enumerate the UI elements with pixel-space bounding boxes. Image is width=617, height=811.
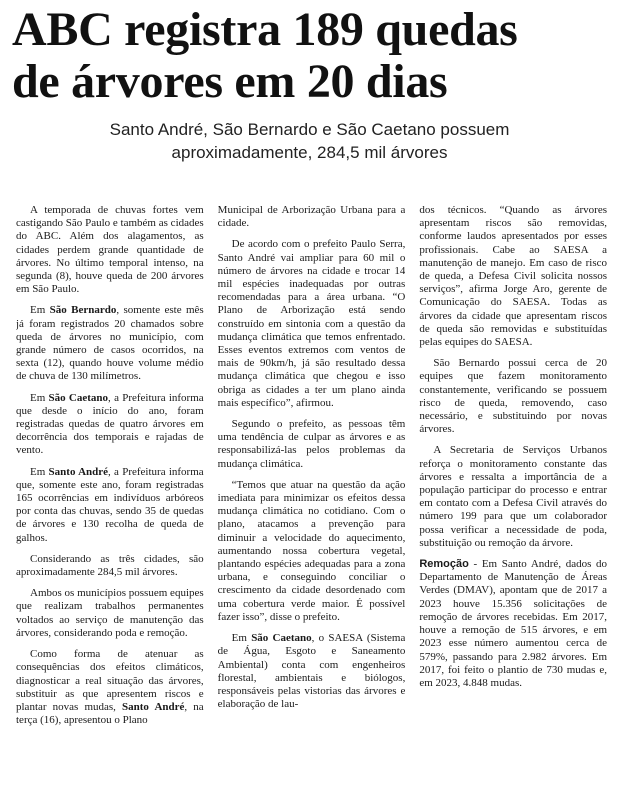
- paragraph: dos técnicos. “Quando as árvores apresentam riscos são removidas, conforme laudos apresentados por esses profissionais. Cabe ao SAESA a manutenção de manejo. Em caso de risco de queda, a Defesa Civil solicita nossos serviços”, afirma Jorge Aro, gerente de Comunicação do SAESA. Todas as árvores da cidade que apresentam riscos de queda são removidas e substituídas pelas equipes do SAESA.: [419, 204, 608, 349]
- paragraph: A Secretaria de Serviços Urbanos reforça o monitoramento constante das árvores e ressalta a importância de a população participar do processo e entrar em contato com a Defesa Civil através do número 199 para que um colaborador possa verificar a necessidade de poda, substituição ou remoção da árvore.: [419, 444, 608, 549]
- paragraph: Em São Caetano, o SAESA (Sistema de Água, Esgoto e Saneamento Ambiental) conta com engenheiros florestal, ambientais e biólogos, responsáveis pelas vistorias das árvores e elaboração de lau-: [217, 632, 406, 711]
- paragraph: A temporada de chuvas fortes vem castigando São Paulo e também as cidades do ABC. Além dos alagamentos, as cidades perdem grande quantidade de árvores. No último temporal intenso, na segunda (8), houve queda de 200 árvores em São Paulo.: [16, 204, 204, 296]
- column-3: [419, 204, 607, 811]
- article-columns: [16, 204, 607, 811]
- paragraph: Como forma de atenuar as consequências dos efeitos climáticos, diagnosticar a real situação das árvores, substituir as que apresentem riscos e plantar novas mudas, Santo André, na terça (16), apresentou o Plano: [16, 648, 204, 727]
- paragraph: Em Santo André, a Prefeitura informa que, somente este ano, foram registradas 165 ocorrências em indivíduos arbóreos por conta das chuvas, sendo 35 de quedas de árvores e 130 recolha de queda de galhos.: [16, 465, 204, 544]
- paragraph: “Temos que atuar na questão da ação imediata para minimizar os efeitos dessa mudança climática no cotidiano. Com o plano, atacamos a prevenção para diminuir a velocidade do aquecimento, aumentando nossa cobertura vegetal, plantando espécies adequadas para a zona urbana, e conseguindo conciliar o crescimento da cidade desordenado com uma cobertura verde maior. É possível fazer isso”, disse o prefeito.: [217, 478, 406, 623]
- column-1: [16, 204, 204, 811]
- column-2: [218, 204, 406, 811]
- paragraph: Considerando as três cidades, são aproximadamente 284,5 mil árvores.: [16, 552, 204, 579]
- paragraph: Municipal de Arborização Urbana para a cidade.: [217, 204, 406, 230]
- paragraph: Remoção - Em Santo André, dados do Departamento de Manutenção de Áreas Verdes (DMAV), apontam que de 2017 a 2023 houve 15.356 solicitações de remoção de árvores recebidas. Em 2017, houve a remoção de 515 árvores, e em 2023 esse número aumentou cerca de 579%, passando para 2.982 árvores. Em 2017, foi feito o plantio de 730 mudas e, em 2023, 4.848 mudas.: [419, 558, 608, 689]
- paragraph: Em São Caetano, a Prefeitura informa que desde o início do ano, foram registradas quedas de quatro árvores em decorrência dos temporais e rajadas de vento.: [16, 391, 204, 457]
- paragraph: Segundo o prefeito, as pessoas têm uma tendência de culpar as árvores e as responsabilizá-las pelos problemas da mudança climática.: [217, 418, 406, 470]
- section-label: Remoção: [419, 558, 469, 571]
- subhead-line-2: aproximadamente, 284,5 mil árvores: [171, 143, 448, 162]
- subhead-line-1: Santo André, São Bernardo e São Caetano possuem: [109, 120, 510, 139]
- city-name: Santo André: [122, 700, 185, 713]
- city-name: São Bernardo: [49, 304, 117, 317]
- headline-line-1: ABC registra 189 quedas: [12, 3, 518, 56]
- headline: [12, 4, 607, 108]
- paragraph: Em São Bernardo, somente este mês já foram registrados 20 chamados sobre queda de árvores no município, com grande número de casos ocorridos, na sexta (12), quando houve volume médio de chuva de 130 milímetros.: [16, 304, 204, 383]
- city-name: Santo André: [48, 465, 109, 478]
- paragraph: De acordo com o prefeito Paulo Serra, Santo André vai ampliar para 60 mil o número de árvores na cidade e trocar 14 mil espécies inadequadas por outras recomendadas para a área urbana. “O Plano de Arborização está sendo construído em sintonia com a questão da mudança climática que temos enfrentado. Esses eventos extremos com ventos de mais de 90km/h, já são resultado dessa mudança climática que chegou e isso obriga as cidades a ter um plano ainda mais específico”, afirmou.: [217, 238, 406, 409]
- subheadline: [12, 118, 607, 164]
- paragraph: Ambos os municípios possuem equipes que realizam trabalhos permanentes voltados ao serviço de manutenção das árvores, considerando poda e remoção.: [16, 587, 204, 639]
- headline-line-2: de árvores em 20 dias: [12, 55, 448, 108]
- city-name: São Caetano: [251, 632, 312, 645]
- paragraph: São Bernardo possui cerca de 20 equipes que fazem monitoramento constantemente, verificando se possuem risco de queda, removendo, caso necessário, e substituindo por novas árvores.: [419, 357, 608, 436]
- city-name: São Caetano: [48, 391, 109, 404]
